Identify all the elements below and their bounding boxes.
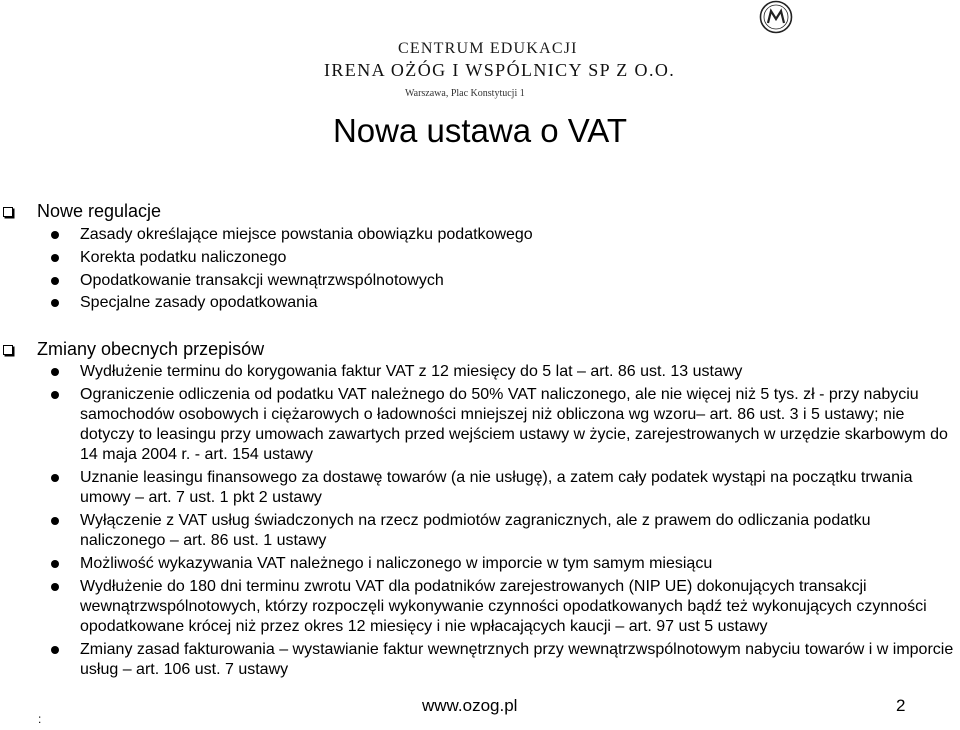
list-item (0, 271, 960, 291)
bullet-icon (51, 583, 59, 591)
list-item-text: Wyłączenie z VAT usług świadczonych na rzecz podmiotów zagranicznych, ale z prawem do odliczania podatku naliczonego – art. 86 ust. 1 ustawy (80, 512, 871, 549)
list-item (0, 385, 960, 465)
list-item-text: Specjalne zasady opodatkowania (80, 294, 318, 311)
section-heading (0, 337, 960, 361)
list-item-text: Ograniczenie odliczenia od podatku VAT należnego do 50% VAT naliczonego, ale nie więcej niż 5 tys. zł - przy nabyciu samochodów osobowych i ciężarowych o ładowności mniejszej niż obliczona wg wzoru– art. 86 ust. 3 i 5 ustawy; nie dotyczy to leasingu przy umowach zawartych przed wejściem ustawy w życie, zarejestrowanych w urzędzie skarbowym do 14 maja 2004 r. - art. 154 ustawy (80, 386, 948, 463)
page-number: 2 (896, 696, 906, 715)
list-item (0, 554, 960, 574)
list-item-text: Wydłużenie terminu do korygowania faktur VAT z 12 miesięcy do 5 lat – art. 86 ust. 13 ustawy (80, 363, 743, 380)
org-name-line2: IRENA OŻÓG I WSPÓLNICY SP Z O.O. (324, 60, 676, 80)
list-item-text: Uznanie leasingu finansowego za dostawę towarów (a nie usługę), a zatem cały podatek wystąpi na początku trwania umowy – art. 7 ust. 1 pkt 2 ustawy (80, 469, 913, 506)
list-item-text: Korekta podatku naliczonego (80, 249, 287, 266)
bullet-icon (51, 368, 59, 376)
org-name-line1: CENTRUM EDUKACJI (398, 40, 578, 57)
list-item (0, 577, 960, 637)
section-current-changes (0, 337, 960, 680)
checkbox-bullet-icon (3, 207, 13, 217)
list-item (0, 293, 960, 313)
list-item (0, 225, 960, 245)
bullet-icon (51, 517, 59, 525)
checkbox-bullet-icon (3, 345, 13, 355)
bullet-icon (51, 231, 59, 239)
bullet-icon (51, 277, 59, 285)
org-address: Warszawa, Plac Konstytucji 1 (405, 88, 525, 99)
bullet-icon (51, 391, 59, 399)
list-item (0, 468, 960, 508)
bullet-icon (51, 299, 59, 307)
bullet-icon (51, 560, 59, 568)
footer-mark: : (38, 712, 42, 726)
section-title: Nowe regulacje (37, 201, 162, 221)
section-heading (0, 199, 960, 223)
list-item-text: Zmiany zasad fakturowania – wystawianie faktur wewnętrznych przy wewnątrzwspólnotowym nabyciu towarów i w imporcie usług – art. 106 ust. 7 ustawy (80, 641, 954, 678)
seal-icon (759, 0, 793, 34)
bullet-icon (51, 474, 59, 482)
footer-url-link[interactable]: www.ozog.pl (422, 696, 518, 715)
list-item (0, 640, 960, 680)
list-item-text: Opodatkowanie transakcji wewnątrzwspólnotowych (80, 272, 444, 289)
page-title: Nowa ustawa o VAT (332, 112, 628, 149)
bullet-icon (51, 646, 59, 654)
list-item (0, 248, 960, 268)
section-title: Zmiany obecnych przepisów (37, 339, 265, 359)
section-new-regulations (0, 199, 960, 313)
list-item (0, 511, 960, 551)
list-item-text: Możliwość wykazywania VAT należnego i naliczonego w imporcie w tym samym miesiącu (80, 555, 713, 572)
bullet-list (0, 225, 960, 313)
list-item-text: Wydłużenie do 180 dni terminu zwrotu VAT dla podatników zarejestrowanych (NIP UE) dokonujących transakcji wewnątrzwspólnotowych, którzy rozpoczęli wykonywanie czynności opodatkowanych bądź też wykonujących czynności opodatkowane krócej niż przez okres 12 miesięcy i nie wpłacających kaucji – art. 97 ust 5 ustawy (80, 578, 927, 635)
bullet-icon (51, 254, 59, 262)
list-item (0, 362, 960, 382)
bullet-list (0, 362, 960, 680)
list-item-text: Zasady określające miejsce powstania obowiązku podatkowego (80, 226, 533, 243)
